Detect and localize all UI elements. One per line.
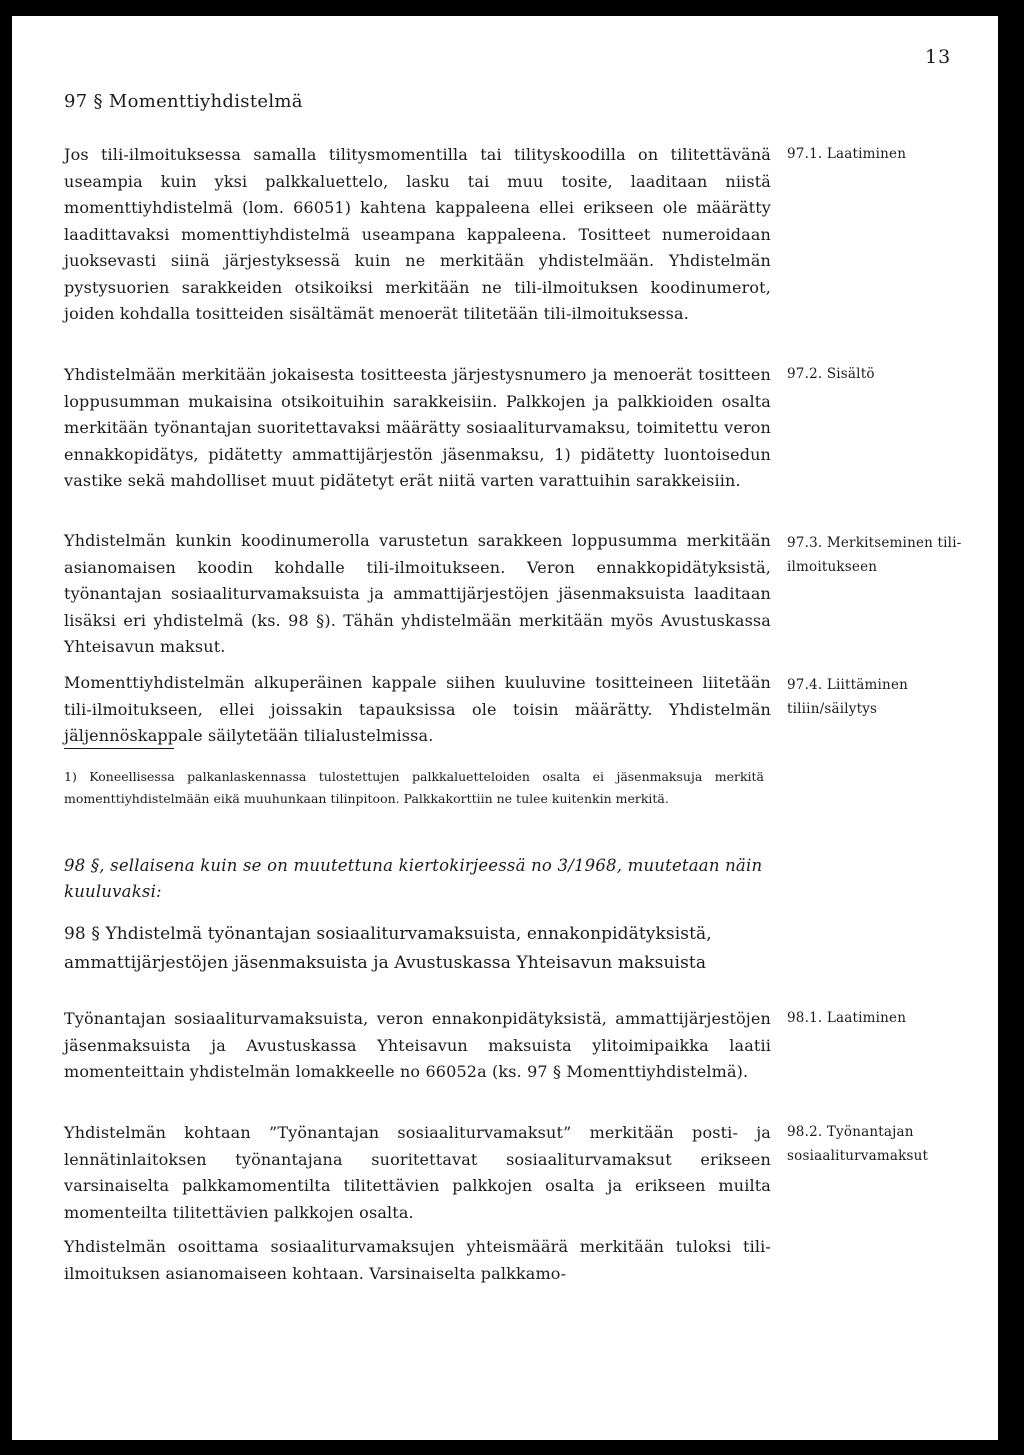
section-97-paragraph-1: Jos tili-ilmoituksessa samalla tilitysmomentilla tai tilityskoodilla on tilitettävänä useampia kuin yksi palkkaluettelo, lasku tai muu tosite, laaditaan niistä momenttiyhdistelmä (lom. 66051) kahtena kappaleena ellei erikseen ole määrätty laadittavaksi momenttiyhdistelmä useampana kappaleena. Tositteet numeroidaan juoksevasti siinä järjestyksessä kuin ne merkitään yhdistelmään. Yhdistelmän pystysuorien sarakkeiden otsikoiksi merkitään ne tili-ilmoituksen koodinumerot, joiden kohdalla tositteiden sisältämät menoerät tilitetään tili-ilmoituksessa. <box>64 145 771 323</box>
footnote: 1) Koneellisessa palkanlaskennassa tulostettujen palkkaluetteloiden osalta ei jäsenmaksuja merkitä momenttiyhdistelmään eikä muuhunkaan tilinpitoon. Palkkakorttiin ne tulee kuitenkin merkitä. <box>64 769 764 806</box>
footnote-divider <box>64 748 174 749</box>
section-98-heading: 98 § Yhdistelmä työnantajan sosiaaliturvamaksuista, ennakonpidätyksistä, ammattijärjestöjen jäsenmaksuista ja Avustuskassa Yhteisavun maksuista <box>64 924 712 973</box>
page-number: 13 <box>925 46 952 68</box>
margin-note-97-3: 97.3. Merkitseminen tili-ilmoitukseen <box>787 535 962 575</box>
margin-note-98-2: 98.2. Työnantajan sosiaaliturvamaksut <box>787 1124 929 1164</box>
amendment-note: 98 §, sellaisena kuin se on muutettuna kiertokirjeessä no 3/1968, muutetaan näin kuuluvaksi: <box>64 856 763 901</box>
section-98-paragraph-2: Yhdistelmän kohtaan ”Työnantajan sosiaaliturvamaksut” merkitään posti- ja lennätinlaitoksen työnantajana suoritettavat sosiaaliturvamaksut erikseen varsinaiselta palkkamomentilta tilitettävien palkkojen osalta ja erikseen muilta momenteilta tilitettävien palkkojen osalta. <box>64 1123 771 1222</box>
section-98-paragraph-3: Yhdistelmän osoittama sosiaaliturvamaksujen yhteismäärä merkitään tuloksi tili-ilmoituksen asianomaiseen kohtaan. Varsinaiselta palkkamo- <box>64 1237 771 1283</box>
section-97-paragraph-4: Momenttiyhdistelmän alkuperäinen kappale siihen kuuluvine tositteineen liitetään tili-ilmoitukseen, ellei joissakin tapauksissa ole toisin määrätty. Yhdistelmän jäljennöskappale säilytetään tilialustelmissa. <box>64 673 771 745</box>
margin-note-97-2: 97.2. Sisältö <box>787 366 875 382</box>
section-97-paragraph-2: Yhdistelmään merkitään jokaisesta tositteesta järjestysnumero ja menoerät tositteen loppusumman mukaisina otsikoituihin sarakkeisiin. Palkkojen ja palkkioiden osalta merkitään työnantajan suoritettavaksi määrätty sosiaaliturvamaksu, toimitettu veron ennakkopidätys, pidätetty ammattijärjestön jäsenmaksu, 1) pidätetty luontoisedun vastike sekä mahdolliset muut pidätetyt erät niitä varten varattuihin sarakkeisiin. <box>64 365 771 490</box>
section-97-paragraph-3: Yhdistelmän kunkin koodinumerolla varustetun sarakkeen loppusumma merkitään asianomaisen koodin kohdalle tili-ilmoitukseen. Veron ennakkopidätyksistä, työnantajan sosiaaliturvamaksuista ja ammattijärjestöjen jäsenmaksuista laaditaan lisäksi eri yhdistelmä (ks. 98 §). Tähän yhdistelmään merkitään myös Avustuskassa Yhteisavun maksut. <box>64 531 771 656</box>
margin-note-97-1: 97.1. Laatiminen <box>787 146 907 162</box>
margin-note-98-1: 98.1. Laatiminen <box>787 1010 907 1026</box>
section-98-paragraph-1: Työnantajan sosiaaliturvamaksuista, veron ennakonpidätyksistä, ammattijärjestöjen jäsenmaksuista ja Avustuskassa Yhteisavun maksuista ylitoimipaikka laatii momenteittain yhdistelmän lomakkeelle no 66052a (ks. 97 § Momenttiyhdistelmä). <box>64 1009 771 1081</box>
document-page <box>12 16 998 1440</box>
margin-note-97-4: 97.4. Liittäminen tiliin/säilytys <box>787 677 909 717</box>
section-97-heading: 97 § Momenttiyhdistelmä <box>64 91 303 112</box>
